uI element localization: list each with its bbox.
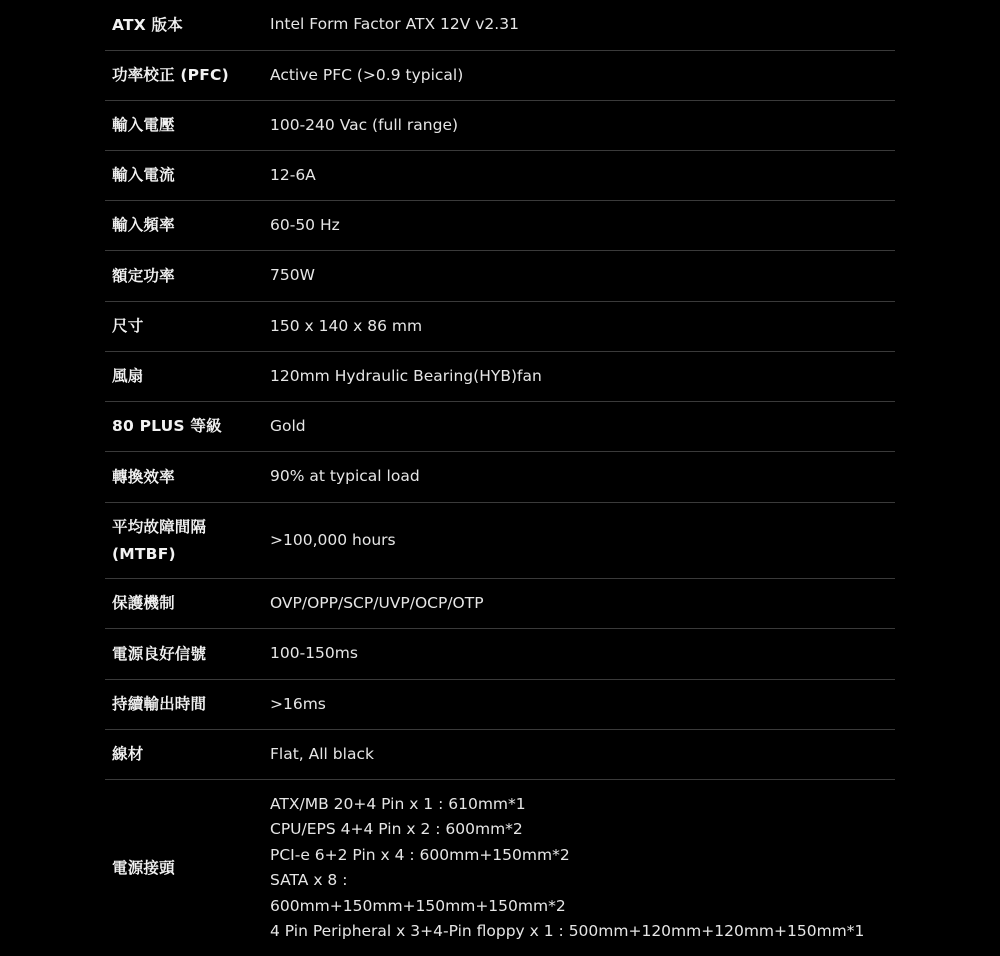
spec-row-input-frequency: [105, 201, 895, 251]
spec-label: 風扇: [112, 367, 144, 385]
spec-table: [105, 0, 895, 956]
spec-value: [270, 742, 895, 768]
spec-value-line: 150 x 140 x 86 mm: [270, 316, 423, 335]
spec-value-line: CPU/EPS 4+4 Pin x 2 : 600mm*2: [270, 820, 523, 838]
spec-value: [270, 263, 895, 289]
spec-row-mtbf: [105, 503, 895, 579]
spec-value: [270, 163, 895, 189]
spec-value-line: >16ms: [270, 694, 326, 713]
spec-value: [270, 792, 895, 945]
spec-value: [270, 364, 895, 390]
spec-value: [270, 528, 895, 554]
spec-label: 持續輸出時間: [112, 695, 207, 713]
spec-value-line: ATX/MB 20+4 Pin x 1 : 610mm*1: [270, 794, 526, 813]
spec-value: [270, 591, 895, 617]
spec-row-input-current: [105, 151, 895, 201]
spec-label: 尺寸: [112, 317, 144, 335]
spec-value: [270, 464, 895, 490]
spec-value: [270, 414, 895, 440]
spec-value-line: Gold: [270, 416, 306, 435]
spec-label: 轉換效率: [112, 467, 175, 486]
spec-row-connectors: [105, 780, 895, 956]
spec-label: 輸入頻率: [112, 216, 175, 234]
spec-label: 輸入電流: [112, 166, 175, 184]
spec-value-line: 750W: [270, 266, 315, 285]
spec-value-line: OVP/OPP/SCP/UVP/OCP/OTP: [270, 593, 484, 612]
spec-row-rated-power: [105, 251, 895, 302]
spec-row-hold-up-time: [105, 680, 895, 730]
spec-value: [270, 692, 895, 718]
spec-value-line: Intel Form Factor ATX 12V v2.31: [270, 15, 519, 34]
spec-row-cables: [105, 730, 895, 780]
spec-row-efficiency: [105, 452, 895, 503]
spec-value: [270, 641, 895, 667]
spec-row-fan: [105, 352, 895, 402]
spec-label: 額定功率: [112, 266, 175, 285]
spec-row-power-good: [105, 629, 895, 680]
spec-label: 功率校正 (PFC): [112, 66, 229, 84]
spec-value-line: 100-150ms: [270, 644, 358, 663]
spec-row-protection: [105, 579, 895, 629]
spec-value-line: 90% at typical load: [270, 467, 420, 486]
spec-label: 80 PLUS 等級: [112, 417, 222, 435]
spec-label: 電源良好信號: [112, 644, 207, 663]
spec-row-80plus: [105, 402, 895, 452]
spec-value-line: 60-50 Hz: [270, 215, 340, 234]
spec-row-atx-version: [105, 0, 895, 51]
spec-row-input-voltage: [105, 101, 895, 151]
spec-label: 保護機制: [112, 594, 175, 612]
spec-value: [270, 63, 895, 89]
spec-label: 平均故障間隔 (MTBF): [112, 517, 207, 563]
spec-label: ATX 版本: [112, 15, 183, 34]
spec-value-line: SATA x 8 :: [270, 871, 348, 889]
spec-value-line: Flat, All black: [270, 744, 374, 763]
spec-label: 線材: [112, 745, 144, 763]
spec-value-line: 120mm Hydraulic Bearing(HYB)fan: [270, 366, 542, 385]
spec-value-line: 12-6A: [270, 165, 316, 184]
spec-value-line: >100,000 hours: [270, 530, 396, 549]
spec-value-line: 4 Pin Peripheral x 3+4-Pin floppy x 1 : 500mm+120mm+120mm+150mm*1: [270, 922, 865, 940]
spec-value-line: Active PFC (>0.9 typical): [270, 65, 464, 84]
spec-value-line: PCI-e 6+2 Pin x 4 : 600mm+150mm*2: [270, 845, 570, 864]
spec-row-dimensions: [105, 302, 895, 352]
spec-row-pfc: [105, 51, 895, 101]
spec-value: [270, 113, 895, 139]
spec-label: 輸入電壓: [112, 116, 175, 134]
spec-value: [270, 213, 895, 239]
spec-value-line: 600mm+150mm+150mm+150mm*2: [270, 896, 566, 915]
spec-value-line: 100-240 Vac (full range): [270, 115, 459, 134]
spec-label: 電源接頭: [112, 858, 175, 877]
spec-value: [270, 314, 895, 340]
spec-value: [270, 12, 895, 38]
